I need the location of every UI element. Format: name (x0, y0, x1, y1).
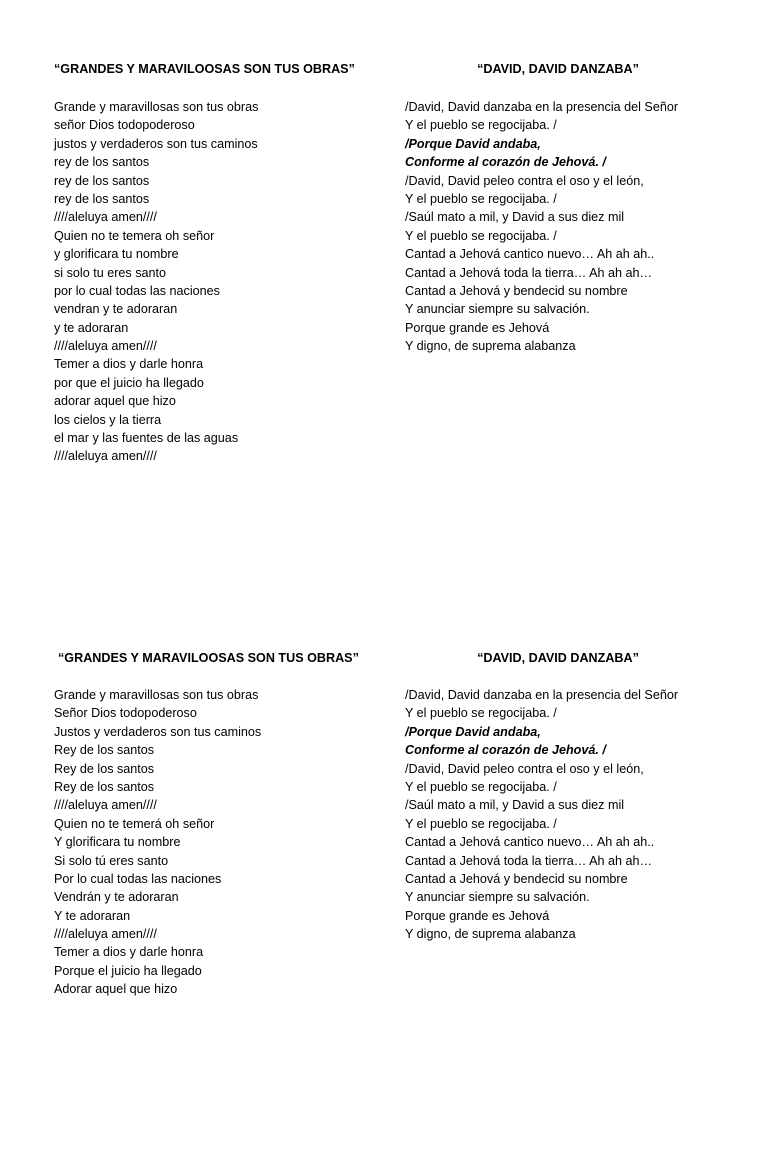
lyric-line-emphasis: /Porque David andaba, (405, 724, 541, 739)
lyric-line: Y el pueblo se regocijaba. / (405, 816, 557, 831)
lyric-line: Porque grande es Jehová (405, 320, 550, 335)
lyric-line: Porque grande es Jehová (405, 908, 550, 923)
lyrics (405, 686, 678, 943)
lyric-line: Justos y verdaderos son tus caminos (54, 724, 262, 739)
lyric-line: Y el pueblo se regocijaba. / (405, 779, 557, 794)
lyric-line: Y el pueblo se regocijaba. / (405, 228, 557, 243)
song-sheet-bottom (0, 589, 768, 1149)
lyric-line: Por lo cual todas las naciones (54, 871, 222, 886)
lyric-line: ////aleluya amen//// (54, 339, 157, 354)
song-sheet-top (0, 0, 768, 560)
lyric-line: y glorificara tu nombre (54, 247, 179, 262)
lyric-line: señor Dios todopoderoso (54, 118, 195, 133)
lyric-line: Y el pueblo se regocijaba. / (405, 118, 557, 133)
lyric-line: Quien no te temera oh señor (54, 228, 215, 243)
lyric-line: Y anunciar siempre su salvación. (405, 890, 590, 905)
lyric-line: /David, David danzaba en la presencia del Señor (405, 100, 679, 114)
lyric-line: ////aleluya amen//// (54, 927, 157, 942)
lyric-line: Y el pueblo se regocijaba. / (405, 191, 557, 206)
lyric-line: Quien no te temerá oh señor (54, 816, 215, 831)
lyric-line: Rey de los santos (54, 761, 155, 776)
lyric-line: Adorar aquel que hizo (54, 982, 178, 997)
lyric-line: /Saúl mato a mil, y David a sus diez mil (405, 798, 625, 813)
lyric-line: Y te adoraran (54, 908, 131, 923)
lyric-line: Y digno, de suprema alabanza (405, 339, 576, 354)
lyric-line: Temer a dios y darle honra (54, 945, 204, 960)
lyric-line: Rey de los santos (54, 743, 155, 758)
lyric-line: Y anunciar siempre su salvación. (405, 302, 590, 317)
lyric-line: Y glorificara tu nombre (54, 835, 181, 850)
lyric-line: justos y verdaderos son tus caminos (54, 136, 258, 151)
lyric-line: rey de los santos (54, 173, 150, 188)
lyric-line: Si solo tú eres santo (54, 853, 169, 868)
lyric-line: por que el juicio ha llegado (54, 375, 204, 390)
lyric-line: rey de los santos (54, 155, 150, 170)
lyric-line-emphasis: Conforme al corazón de Jehová. / (405, 743, 606, 758)
lyric-line: Cantad a Jehová cantico nuevo… Ah ah ah.. (405, 247, 655, 262)
lyric-line: ////aleluya amen//// (54, 449, 157, 464)
lyric-line: vendran y te adoraran (54, 302, 178, 317)
lyric-line: Cantad a Jehová y bendecid su nombre (405, 283, 628, 298)
lyric-line: ////aleluya amen//// (54, 798, 157, 813)
lyrics (405, 98, 678, 355)
lyric-line: Cantad a Jehová cantico nuevo… Ah ah ah.. (405, 835, 655, 850)
song-title: “GRANDES Y MARAVILOOSAS SON TUS OBRAS” (54, 62, 355, 76)
lyric-line: el mar y las fuentes de las aguas (54, 431, 239, 446)
lyric-line: Y digno, de suprema alabanza (405, 927, 576, 942)
lyric-line: Señor Dios todopoderoso (54, 706, 197, 721)
lyric-line: /David, David danzaba en la presencia del Señor (405, 688, 679, 702)
lyric-line: /David, David peleo contra el oso y el león, (405, 761, 644, 776)
lyric-line: Vendrán y te adoraran (54, 890, 179, 905)
song-title: “DAVID, DAVID DANZABA” (477, 62, 639, 76)
lyric-line-emphasis: /Porque David andaba, (405, 136, 541, 151)
lyric-line: Cantad a Jehová toda la tierra… Ah ah ah… (405, 853, 653, 868)
lyric-line: y te adoraran (54, 320, 129, 335)
lyric-line-emphasis: Conforme al corazón de Jehová. / (405, 155, 606, 170)
song-title: “GRANDES Y MARAVILOOSAS SON TUS OBRAS” (58, 651, 359, 665)
lyric-line: Cantad a Jehová y bendecid su nombre (405, 871, 628, 886)
lyric-line: /David, David peleo contra el oso y el león, (405, 173, 644, 188)
lyric-line: /Saúl mato a mil, y David a sus diez mil (405, 210, 625, 225)
lyric-line: Rey de los santos (54, 779, 155, 794)
song-title: “DAVID, DAVID DANZABA” (477, 651, 639, 665)
lyric-line: los cielos y la tierra (54, 412, 162, 427)
lyrics (54, 98, 258, 466)
lyric-line: ////aleluya amen//// (54, 210, 157, 225)
lyric-line: Porque el juicio ha llegado (54, 963, 202, 978)
lyric-line: Grande y maravillosas son tus obras (54, 100, 259, 114)
lyric-line: Y el pueblo se regocijaba. / (405, 706, 557, 721)
lyrics (54, 686, 261, 999)
lyric-line: Cantad a Jehová toda la tierra… Ah ah ah… (405, 265, 653, 280)
lyric-line: Grande y maravillosas son tus obras (54, 688, 259, 702)
lyric-line: Temer a dios y darle honra (54, 357, 204, 372)
lyric-line: si solo tu eres santo (54, 265, 167, 280)
lyric-line: por lo cual todas las naciones (54, 283, 220, 298)
lyric-line: adorar aquel que hizo (54, 394, 176, 409)
lyric-line: rey de los santos (54, 191, 150, 206)
